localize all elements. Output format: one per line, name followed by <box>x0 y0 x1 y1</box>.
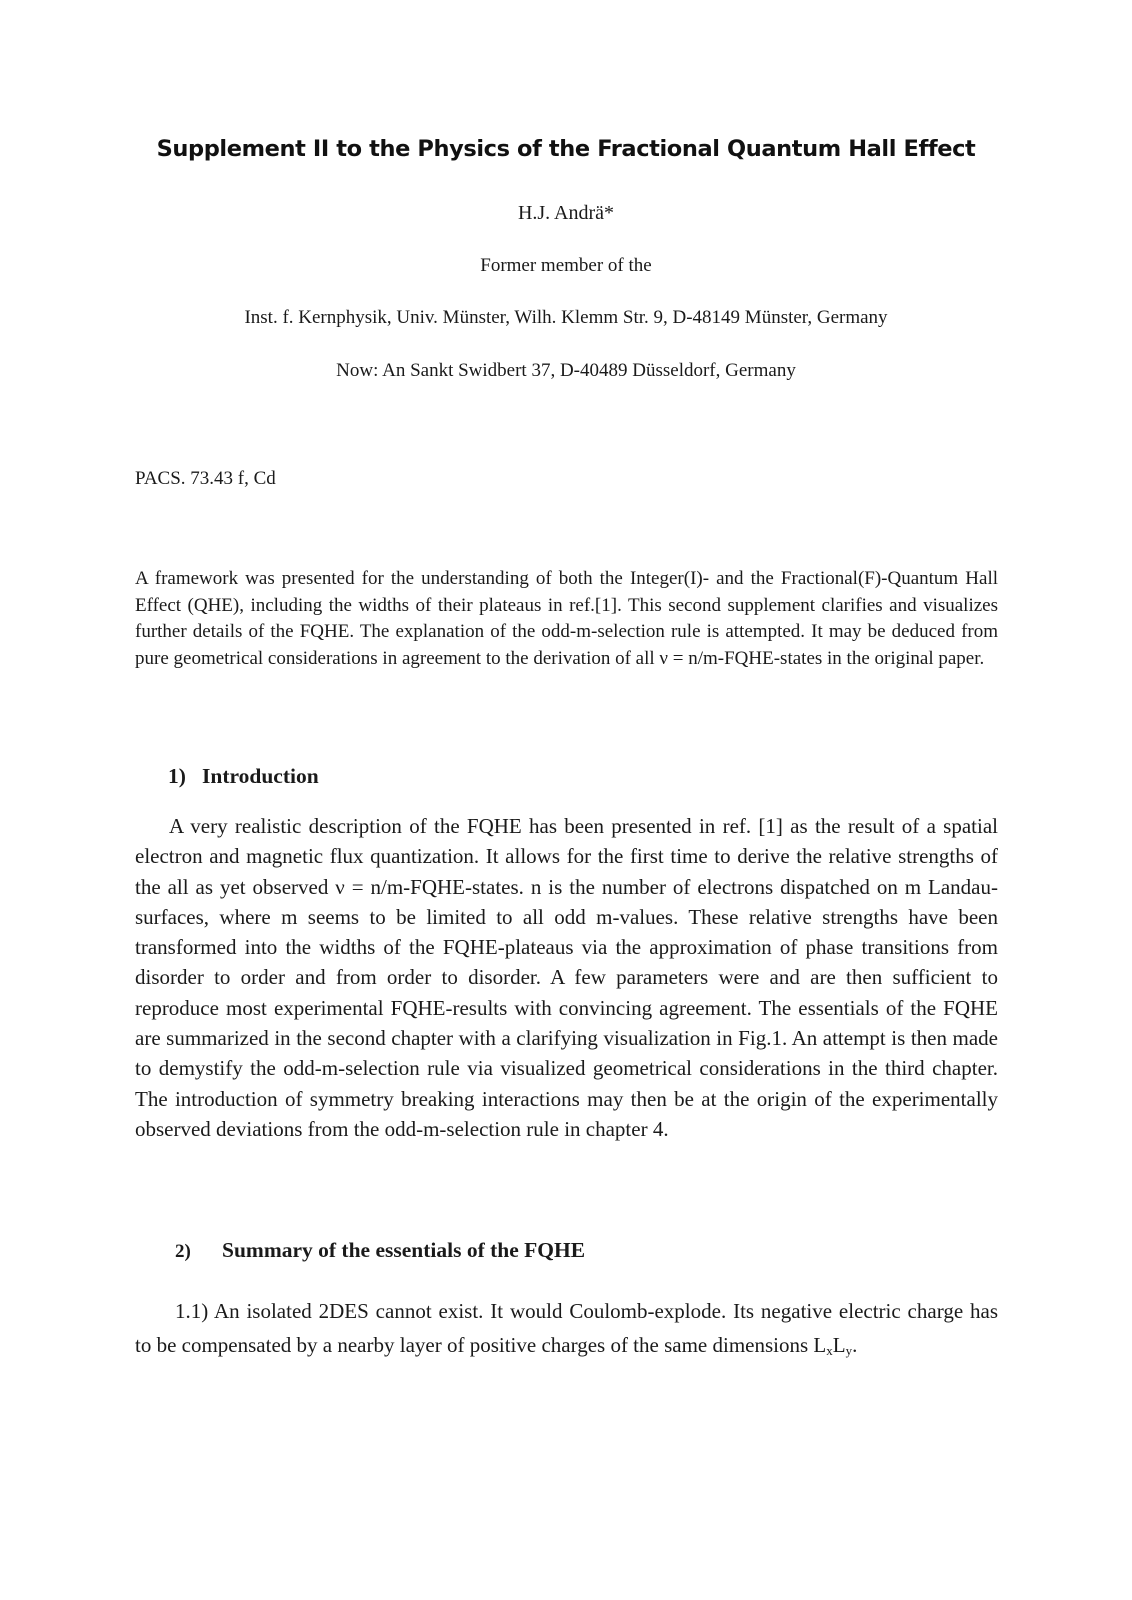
section-1-number: 1) <box>168 764 186 788</box>
dimension-l-x <box>813 1333 832 1357</box>
abstract-paragraph: A framework was presented for the understanding of both the Integer(I)- and the Fractional(F)-Quantum Hall Effect (QHE), including the widths of their plateaus in ref.[1]. This second supplement clarifies and visualizes further details of the FQHE. The explanation of the odd-m-selection rule is attempted. It may be deduced from pure geometrical considerations in agreement to the derivation of all ν = n/m-FQHE-states in the original paper. <box>135 568 998 669</box>
dimension-l-letter: L <box>832 1333 846 1357</box>
dimension-l-y <box>833 1333 852 1357</box>
subscript-x: x <box>826 1343 833 1358</box>
affiliation-line-1: Former member of the <box>480 255 652 276</box>
section-1-heading <box>168 764 319 789</box>
affiliation-line-3: Now: An Sankt Swidbert 37, D-40489 Düsseldorf, Germany <box>336 360 796 381</box>
dimension-l-letter: L <box>813 1333 827 1357</box>
section-1-title: Introduction <box>202 764 319 788</box>
point-1-1-paragraph <box>135 1294 998 1362</box>
section-2-number: 2) <box>175 1241 191 1262</box>
pacs-code: PACS. 73.43 f, Cd <box>135 468 276 489</box>
author-name: H.J. Andrä* <box>517 202 615 224</box>
section-2-title: Summary of the essentials of the FQHE <box>222 1238 586 1262</box>
sentence-period: . <box>852 1333 858 1357</box>
section-2-heading <box>175 1238 585 1263</box>
subscript-y: y <box>845 1343 853 1358</box>
affiliation-line-2: Inst. f. Kernphysik, Univ. Münster, Wilh. Klemm Str. 9, D-48149 Münster, Germany <box>244 307 888 328</box>
point-1-1-text: 1.1) An isolated 2DES cannot exist. It would Coulomb-explode. Its negative electric charge has to be compensated by a nearby layer of positive charges of the same dimensions <box>135 1299 998 1357</box>
introduction-paragraph: A very realistic description of the FQHE has been presented in ref. [1] as the result of a spatial electron and magnetic flux quantization. It allows for the first time to derive the relative strengths of the all as yet observed ν = n/m-FQHE-states. n is the number of electrons dispatched on m Landau-surfaces, where m seems to be limited to all odd m-values. These relative strengths have been transformed into the widths of the FQHE-plateaus via the approximation of phase transitions from disorder to order and from order to disorder. A few parameters were and are then sufficient to reproduce most experimental FQHE-results with convincing agreement. The essentials of the FQHE are summarized in the second chapter with a clarifying visualization in Fig.1. An attempt is then made to demystify the odd-m-selection rule via visualized geometrical considerations in the third chapter. The introduction of symmetry breaking interactions may then be at the origin of the experimentally observed deviations from the odd-m-selection rule in chapter 4. <box>135 814 998 1141</box>
paper-title: Supplement II to the Physics of the Fractional Quantum Hall Effect <box>156 136 976 162</box>
